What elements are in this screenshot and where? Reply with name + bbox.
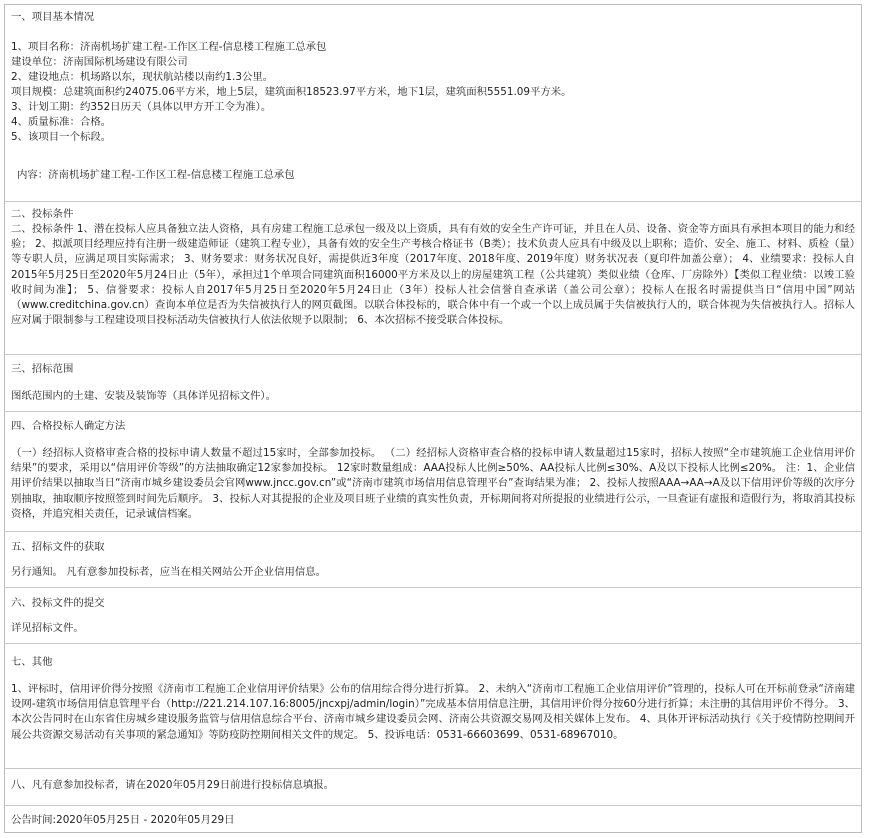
announcement-time-value: 2020年05月25日 - 2020年05月29日: [56, 814, 235, 826]
section-obtain-documents: [5, 532, 861, 588]
project-name-line: 1、项目名称：济南机场扩建工程-工作区工程-信息楼工程施工总承包: [11, 41, 327, 53]
lot-line: 5、该项目一个标段。: [11, 131, 112, 143]
section-body: 二、投标条件 1、潜在投标人应具备独立法人资格，具有房建工程施工总承包一级及以上资质，具有有效的安全生产许可证，并且在人员、设备、资金等方面具有承担本项目的能力和经验； 2、拟派项目经理应持有注册一级建造师证（建筑工程专业），具备有效的安全生产考核合格证书（B类）；技术负责人应具有中级及以上职称；造价、安全、施工、材料、质检（量）等专职人员，应满足项目实际需求； 3、财务要求：财务状况良好，需提供近3年度（2017年度、2018年度、2019年度）财务状况表（夏印件加盖公章）； 4、业绩要求：投标人自2015年5月25日至2020年5月24日止（5年），承担过1个单项合同建筑面积16000平方米及以上的房屋建筑工程（公共建筑）类似业绩（仓库、厂房除外）【类似工程业绩：以竣工验收时间为准】； 5、信誉要求：投标人自2017年5月25日至2020年5月24日止（3年）投标人社会信誉自查承诺（盖公司公章）；投标人在报名时需提供当日“信用中国”网站（www.creditchina.gov.cn）查询本单位是否为失信被执行人的网页截图。以联合体投标的，联合体中有一个或一个以上成员属于失信被执行人的，联合体视为失信被执行人。招标人应对属于限制参与工程建设项目投标活动失信被执行人依法依规予以限制； 6、本次招标不接受联合体投标。: [11, 223, 855, 327]
section-other: [5, 644, 861, 769]
section-heading: 六、投标文件的提交: [11, 597, 105, 609]
announcement-time: [11, 813, 855, 828]
location-line: 2、建设地点：机场路以东，现状航站楼以南约1.3公里。: [11, 71, 274, 83]
section-heading: 一、项目基本情况: [11, 11, 95, 23]
section-bid-conditions: [5, 202, 861, 355]
section-body: 另行通知。 凡有意参加投标者，应当在相关网站公开企业信用信息。: [11, 566, 327, 578]
section-body: 图纸范围内的土建、安装及装饰等（具体详见招标文件）。: [11, 390, 276, 402]
section-heading: 四、合格投标人确定方法: [11, 420, 126, 432]
announcement-table: [4, 4, 862, 833]
section-scope: [5, 355, 861, 412]
section-announcement-time: [5, 806, 861, 834]
section-body: 1、评标时，信用评价得分按照《济南市工程施工企业信用评价结果》公布的信用综合得分进行折算。 2、未纳入“济南市工程施工企业信用评价”管理的，投标人可在开标前登录“济南建设网-建筑市场信用信息管理平台（http://221.214.107.16:8005/jncxpj/admin/login）”完成基本信用信息注册，其信用评价得分按60分进行折算；未注册的其信用评价不得分。 3、本次公告同时在山东省住房城乡建设服务监管与信用信息综合平台、济南市城乡建设委员会网、济南公共资源交易网及相关媒体上发布。 4、具体开评标活动执行《关于疫情防控期间开展公共资源交易活动有关事项的紧急通知》等防疫防控期间相关文件的规定。 5、投诉电话：0531-66603699、0531-68967010。: [11, 683, 855, 741]
section-heading: 五、招标文件的获取: [11, 541, 105, 553]
section-heading: 三、招标范围: [11, 363, 74, 375]
section-qualified-bidders: [5, 412, 861, 532]
quality-line: 4、质量标准：合格。: [11, 116, 112, 128]
section-heading: 二、投标条件: [11, 208, 74, 220]
section-submit-documents: [5, 588, 861, 644]
section-registration: [5, 769, 861, 806]
section-body: 详见招标文件。: [11, 622, 84, 634]
announcement-time-label: 公告时间:: [11, 814, 57, 826]
scale-line: 项目规模：总建筑面积约24075.06平方米，地上5层，建筑面积18523.97平方米，地下1层，建筑面积5551.09平方米。: [11, 86, 572, 98]
section-heading: 八、凡有意参加投标者，请在2020年05月29日前进行投标信息填报。: [11, 779, 335, 791]
section-body: （一）经招标人资格审查合格的投标申请人数量不超过15家时，全部参加投标。 （二）经招标人资格审查合格的投标申请人数量超过15家时，招标人按照“全市建筑施工企业信用评价结果”的要求，采用以“信用评价等级”的方法抽取确定12家参加投标。 12家时数量组成：AAA投标人比例≥50%、AA投标人比例≤30%、A及以下投标人比例≤20%。 注：1、企业信用评价结果以抽取当日“济南市城乡建设委员会官网www.jncc.gov.cn”或“济南市建筑市场信用信息管理平台”查询结果为准； 2、投标人按照AAA→AA→A及以下信用评价等级的次序分别抽取，抽取顺序按照签到时间先后顺序。 3、投标人对其提报的企业及项目班子业绩的真实性负责，开标期间将对所提报的业绩进行公示，一旦查证有虚报和造假行为，将取消其投标资格，并追究相关责任，记录诚信档案。: [11, 447, 855, 520]
builder-line: 建设单位：济南国际机场建设有限公司: [11, 56, 188, 68]
section-project-info: [5, 5, 861, 202]
schedule-line: 3、计划工期：约352日历天（具体以甲方开工令为准）。: [11, 101, 272, 113]
content-line: 内容：济南机场扩建工程-工作区工程-信息楼工程施工总承包: [17, 169, 295, 181]
section-heading: 七、其他: [11, 656, 53, 668]
